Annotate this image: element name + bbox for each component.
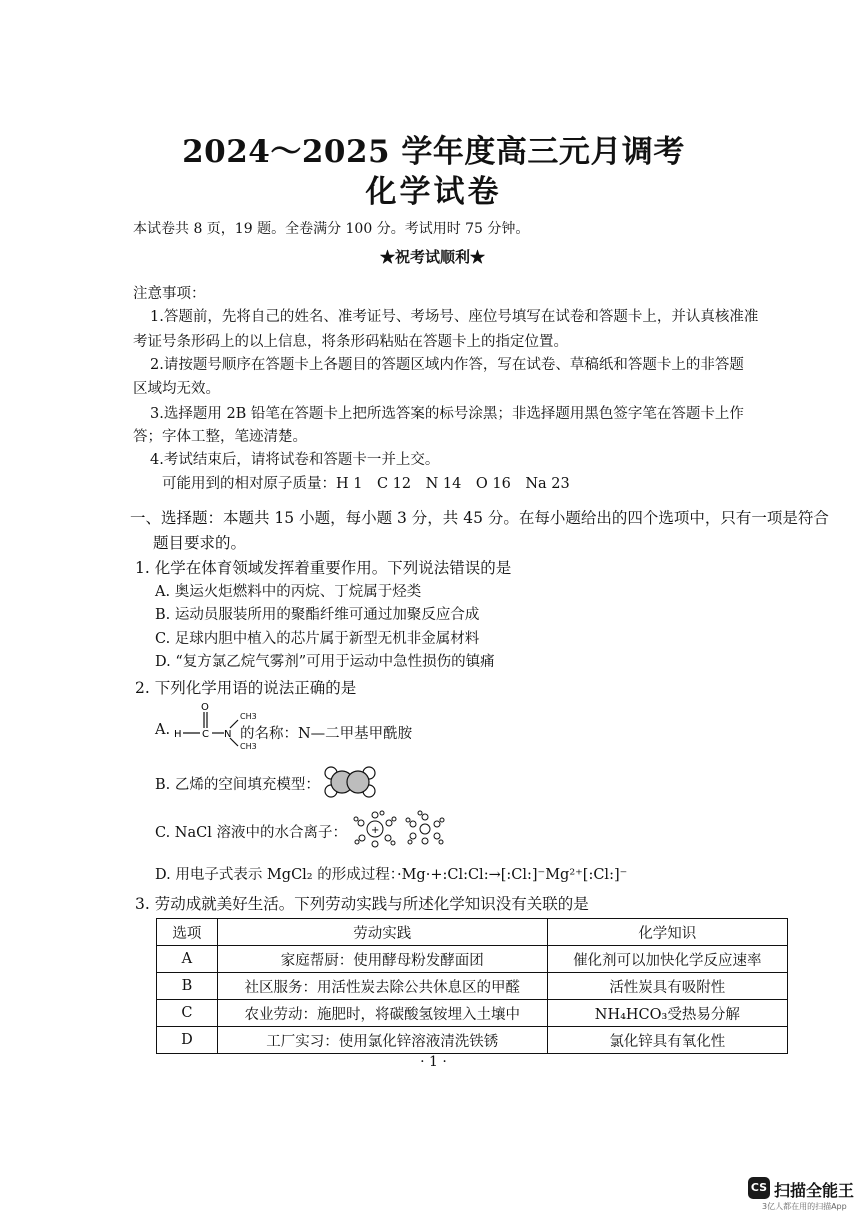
- notes-line: 1.答题前，先将自己的姓名、准考证号、考场号、座位号填写在试卷和答题卡上，并认真核准准: [150, 309, 759, 325]
- question-2-option-b: B. 乙烯的空间填充模型：: [155, 777, 320, 793]
- question-1-option-c: C. 足球内胆中植入的芯片属于新型无机非金属材料: [155, 631, 480, 647]
- table-cell: A: [157, 946, 218, 973]
- scanner-app-name: 扫描全能王: [774, 1181, 855, 1200]
- table-cell: 活性炭具有吸附性: [547, 973, 787, 1000]
- question-1-option-b: B. 运动员服装所用的聚酯纤维可通过加聚反应合成: [155, 607, 480, 623]
- notes-line: 2.请按题号顺序在答题卡上各题目的答题区域内作答，写在试卷、草稿纸和答题卡上的非答题: [150, 357, 744, 373]
- table-cell: 家庭帮厨：使用酵母粉发酵面团: [217, 946, 547, 973]
- section-heading-cont: 题目要求的。: [153, 534, 247, 552]
- notes-line: 3.选择题用 2B 铅笔在答题卡上把所选答案的标号涂黑；非选择题用黑色签字笔在答题卡上作: [150, 406, 744, 422]
- atom-c: C: [202, 729, 209, 740]
- table-row: [157, 973, 788, 1000]
- atom-n: N: [224, 729, 232, 740]
- notes-line: 区域均无效。: [133, 381, 220, 397]
- question-3-stem: 3. 劳动成就美好生活。下列劳动实践与所述化学知识没有关联的是: [135, 895, 589, 913]
- methyl-group-top: CH3: [240, 712, 257, 721]
- table-cell: 社区服务：用活性炭去除公共休息区的甲醛: [217, 973, 547, 1000]
- svg-text:+: +: [371, 825, 380, 836]
- dmf-structure-figure: [172, 700, 242, 756]
- table-header-row: [157, 919, 788, 946]
- table-cell: NH₄HCO₃受热易分解: [547, 1000, 787, 1027]
- table-cell: 催化剂可以加快化学反应速率: [547, 946, 787, 973]
- table-cell: C: [157, 1000, 218, 1027]
- scanner-app-slogan: 3亿人都在用的扫描App: [762, 1202, 847, 1211]
- page-title: 2024～2025 学年度高三元月调考: [182, 134, 685, 170]
- atom-o: O: [201, 702, 209, 713]
- question-2-option-d: D. 用电子式表示 MgCl₂ 的形成过程：·Mg·+:Cl:Cl:→[:Cl:]⁻Mg²⁺[:Cl:]⁻: [155, 867, 628, 883]
- page-number: · 1 ·: [420, 1054, 447, 1070]
- exam-info: 本试卷共 8 页，19 题。全卷满分 100 分。考试用时 75 分钟。: [133, 221, 530, 237]
- question-1-option-d: D. “复方氯乙烷气雾剂”可用于运动中急性损伤的镇痛: [155, 654, 495, 670]
- table-row: [157, 1027, 788, 1054]
- table-cell: B: [157, 973, 218, 1000]
- table-row: [157, 1000, 788, 1027]
- notes-line: 4.考试结束后，请将试卷和答题卡一并上交。: [150, 452, 440, 468]
- methyl-group-bottom: CH3: [240, 742, 257, 751]
- table-cell: 农业劳动：施肥时，将碳酸氢铵埋入土壤中: [217, 1000, 547, 1027]
- question-2-stem: 2. 下列化学用语的说法正确的是: [135, 679, 357, 697]
- table-row: [157, 946, 788, 973]
- notes-line: 答；字体工整，笔迹清楚。: [133, 429, 307, 445]
- table-cell: 工厂实习：使用氯化锌溶液清洗铁锈: [217, 1027, 547, 1054]
- notes-heading: 注意事项：: [133, 286, 206, 302]
- page-subtitle: 化学试卷: [365, 174, 502, 210]
- atom-h: H: [174, 729, 182, 740]
- question-1-stem: 1. 化学在体育领域发挥着重要作用。下列说法错误的是: [135, 559, 512, 577]
- question-2-option-c: C. NaCl 溶液中的水合离子：: [155, 825, 347, 841]
- table-header: 劳动实践: [217, 919, 547, 946]
- table-header: 选项: [157, 919, 218, 946]
- question-2-option-a-text: 的名称：N—二甲基甲酰胺: [240, 726, 413, 742]
- section-heading: 一、选择题：本题共 15 小题，每小题 3 分，共 45 分。在每小题给出的四个选项中，只有一项是符合: [130, 509, 829, 527]
- table-cell: D: [157, 1027, 218, 1054]
- ethylene-space-filling-model: [322, 766, 378, 798]
- blessing-text: ★祝考试顺利★: [380, 248, 486, 266]
- labor-knowledge-table: [156, 918, 788, 1054]
- hydrated-ions-figure: [350, 808, 446, 850]
- notes-line: 考证号条形码上的以上信息，将条形码粘贴在答题卡上的指定位置。: [133, 334, 568, 350]
- question-1-option-a: A. 奥运火炬燃料中的丙烷、丁烷属于烃类: [155, 584, 422, 600]
- table-header: 化学知识: [547, 919, 787, 946]
- question-2-option-a-label: A.: [155, 722, 171, 738]
- table-cell: 氯化锌具有氧化性: [547, 1027, 787, 1054]
- scanner-logo-icon: CS: [748, 1177, 770, 1199]
- atomic-mass-line: 可能用到的相对原子质量：H 1 C 12 N 14 O 16 Na 23: [162, 476, 570, 492]
